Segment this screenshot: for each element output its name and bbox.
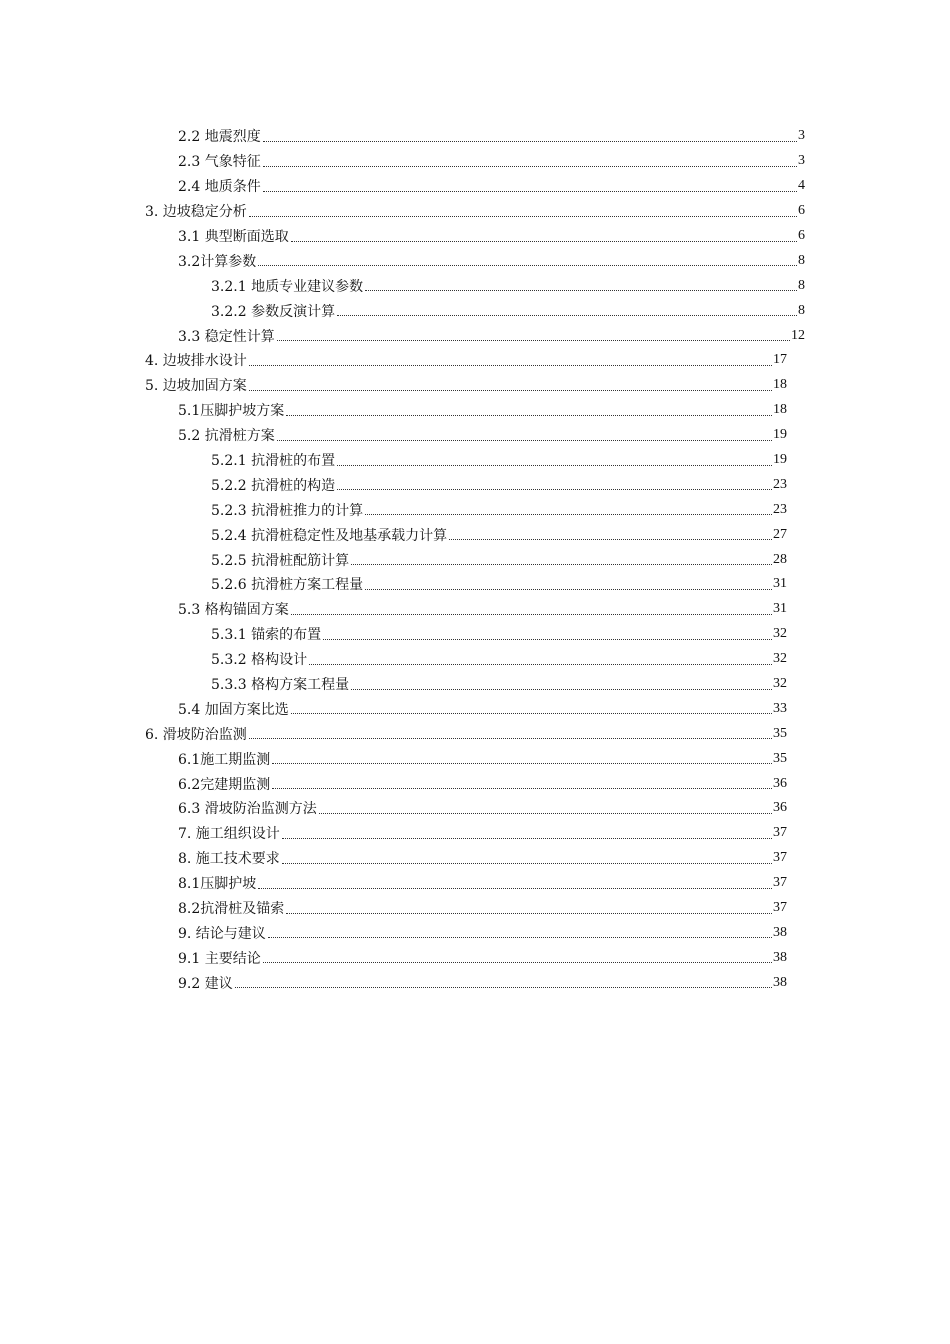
dot-leader — [277, 440, 772, 441]
toc-entry-label: 2.2 地震烈度 — [178, 129, 261, 146]
toc-entry[interactable] — [0, 746, 950, 771]
toc-entry-label: 5.2.2 抗滑桩的构造 — [211, 477, 336, 494]
dot-leader — [351, 564, 772, 565]
toc-entry-label: 3.3 稳定性计算 — [178, 328, 275, 345]
dot-leader — [263, 962, 772, 963]
dot-leader — [263, 166, 797, 167]
toc-page-number: 32 — [773, 651, 787, 667]
dot-leader — [263, 191, 797, 192]
toc-entry-label: 5.3 格构锚固方案 — [178, 602, 289, 619]
toc-entry-label: 3.2.2 参数反演计算 — [211, 303, 336, 320]
dot-leader — [286, 415, 772, 416]
toc-page-number: 37 — [773, 850, 787, 866]
toc-entry-label: 5.4 加固方案比选 — [178, 701, 289, 718]
dot-leader — [282, 838, 772, 839]
toc-entry-label: 5.2.3 抗滑桩推力的计算 — [211, 502, 364, 519]
toc-entry-label: 6.2完建期监测 — [178, 776, 271, 793]
toc-page-number: 6 — [798, 228, 805, 243]
toc-entry[interactable] — [0, 597, 950, 622]
toc-entry[interactable] — [0, 821, 950, 846]
dot-leader — [282, 863, 772, 864]
dot-leader — [258, 265, 797, 266]
toc-entry-label: 3.2.1 地质专业建议参数 — [211, 278, 364, 295]
toc-entry-label: 3.2计算参数 — [178, 253, 257, 270]
toc-page-number: 38 — [773, 949, 787, 965]
toc-entry-label: 2.4 地质条件 — [178, 179, 261, 196]
toc-page-number: 32 — [773, 626, 787, 642]
toc-page-number: 19 — [773, 452, 787, 468]
toc-entry-label: 8.2抗滑桩及锚索 — [178, 901, 285, 918]
toc-entry[interactable] — [0, 672, 950, 697]
toc-entry[interactable] — [0, 472, 950, 497]
toc-entry[interactable] — [0, 522, 950, 547]
toc-entry-label: 2.3 气象特征 — [178, 154, 261, 171]
toc-entry[interactable] — [0, 771, 950, 796]
toc-page-number: 3 — [798, 153, 805, 169]
toc-entry-label: 6.3 滑坡防治监测方法 — [178, 801, 317, 818]
dot-leader — [449, 539, 772, 540]
toc-entry-label: 5.3.1 锚索的布置 — [211, 627, 322, 644]
dot-leader — [286, 913, 772, 914]
toc-page-number: 36 — [773, 800, 787, 816]
toc-entry[interactable] — [0, 224, 950, 249]
dot-leader — [337, 489, 772, 490]
toc-page-number: 8 — [798, 252, 805, 268]
toc-entry-label: 5.3.3 格构方案工程量 — [211, 677, 350, 694]
toc-page-number: 32 — [773, 676, 787, 692]
dot-leader — [268, 937, 772, 938]
toc-page-number: 17 — [773, 352, 787, 368]
toc-page-number: 27 — [773, 526, 787, 542]
toc-page-number: 36 — [773, 775, 787, 791]
toc-entry-label: 7. 施工组织设计 — [178, 826, 280, 843]
toc-entry[interactable] — [0, 273, 950, 298]
toc-entry[interactable] — [0, 373, 950, 398]
toc-entry-label: 5.2.5 抗滑桩配筋计算 — [211, 552, 350, 569]
dot-leader — [365, 514, 772, 515]
dot-leader — [235, 987, 772, 988]
dot-leader — [291, 614, 772, 615]
dot-leader — [337, 315, 797, 316]
dot-leader — [258, 888, 772, 889]
dot-leader — [337, 465, 772, 466]
dot-leader — [365, 589, 772, 590]
dot-leader — [277, 340, 790, 341]
dot-leader — [272, 763, 772, 764]
dot-leader — [291, 713, 772, 714]
toc-entry[interactable] — [0, 647, 950, 672]
toc-page-number: 12 — [791, 327, 805, 343]
toc-entry-label: 4. 边坡排水设计 — [145, 353, 247, 370]
table-of-contents — [0, 124, 950, 995]
dot-leader — [323, 639, 772, 640]
toc-page-number: 38 — [773, 974, 787, 990]
toc-page-number: 8 — [798, 302, 805, 318]
toc-entry[interactable] — [0, 970, 950, 995]
toc-entry-label: 5.2.6 抗滑桩方案工程量 — [211, 577, 364, 594]
toc-entry[interactable] — [0, 871, 950, 896]
toc-page-number: 6 — [798, 203, 805, 219]
dot-leader — [263, 141, 797, 142]
toc-entry-label: 8. 施工技术要求 — [178, 851, 280, 868]
toc-entry[interactable] — [0, 622, 950, 647]
toc-page-number: 28 — [773, 551, 787, 567]
toc-page-number: 35 — [773, 725, 787, 741]
toc-page-number: 4 — [798, 178, 805, 194]
dot-leader — [351, 689, 772, 690]
toc-page-number: 18 — [773, 377, 787, 393]
toc-page-number: 37 — [773, 825, 787, 841]
toc-entry-label: 3.1 典型断面选取 — [178, 229, 289, 245]
toc-entry-label: 5.2.1 抗滑桩的布置 — [211, 453, 336, 470]
toc-entry[interactable] — [0, 323, 950, 348]
toc-entry-label: 9.2 建议 — [178, 975, 233, 992]
toc-page-number: 23 — [773, 501, 787, 517]
toc-entry[interactable] — [0, 572, 950, 597]
toc-page-number: 31 — [773, 601, 787, 617]
toc-page-number: 31 — [773, 576, 787, 592]
toc-entry[interactable] — [0, 945, 950, 970]
toc-page-number: 8 — [798, 277, 805, 293]
toc-entry[interactable] — [0, 497, 950, 522]
toc-entry-label: 6.1施工期监测 — [178, 751, 271, 768]
toc-entry-label: 3. 边坡稳定分析 — [145, 204, 247, 221]
toc-page-number: 18 — [773, 402, 787, 418]
toc-entry[interactable] — [0, 423, 950, 448]
toc-page-number: 35 — [773, 750, 787, 766]
toc-entry[interactable] — [0, 124, 950, 149]
toc-entry-label: 5.1压脚护坡方案 — [178, 403, 285, 420]
toc-entry-label: 5.2 抗滑桩方案 — [178, 428, 275, 445]
dot-leader — [309, 664, 772, 665]
toc-entry[interactable] — [0, 248, 950, 273]
toc-entry[interactable] — [0, 721, 950, 746]
toc-entry[interactable] — [0, 149, 950, 174]
dot-leader — [249, 216, 797, 217]
dot-leader — [249, 738, 772, 739]
toc-entry-label: 5.3.2 格构设计 — [211, 652, 308, 669]
toc-entry[interactable] — [0, 846, 950, 871]
toc-entry[interactable] — [0, 921, 950, 946]
toc-entry[interactable] — [0, 696, 950, 721]
toc-page-number: 37 — [773, 875, 787, 891]
toc-page-number: 33 — [773, 700, 787, 716]
dot-leader — [249, 365, 772, 366]
toc-entry[interactable] — [0, 547, 950, 572]
dot-leader — [249, 390, 772, 391]
toc-entry[interactable] — [0, 298, 950, 323]
toc-page-number: 23 — [773, 476, 787, 492]
dot-leader — [365, 290, 797, 291]
toc-entry-label: 5.2.4 抗滑桩稳定性及地基承载力计算 — [211, 527, 448, 544]
toc-entry-label: 8.1压脚护坡 — [178, 876, 257, 893]
dot-leader — [319, 813, 772, 814]
toc-entry[interactable] — [0, 896, 950, 921]
dot-leader — [291, 241, 797, 242]
toc-entry-label: 9. 结论与建议 — [178, 925, 266, 942]
toc-page-number: 37 — [773, 900, 787, 916]
toc-entry-label: 6. 滑坡防治监测 — [145, 726, 247, 743]
toc-entry[interactable] — [0, 448, 950, 473]
toc-entry-label: 5. 边坡加固方案 — [145, 378, 247, 395]
toc-entry[interactable] — [0, 398, 950, 423]
toc-page-number: 19 — [773, 427, 787, 443]
toc-entry[interactable] — [0, 174, 950, 199]
toc-entry[interactable] — [0, 796, 950, 821]
toc-page-number: 38 — [773, 924, 787, 940]
toc-entry[interactable] — [0, 199, 950, 224]
toc-entry[interactable] — [0, 348, 950, 373]
toc-page-number: 3 — [798, 128, 805, 144]
dot-leader — [272, 788, 772, 789]
toc-entry-label: 9.1 主要结论 — [178, 950, 261, 967]
